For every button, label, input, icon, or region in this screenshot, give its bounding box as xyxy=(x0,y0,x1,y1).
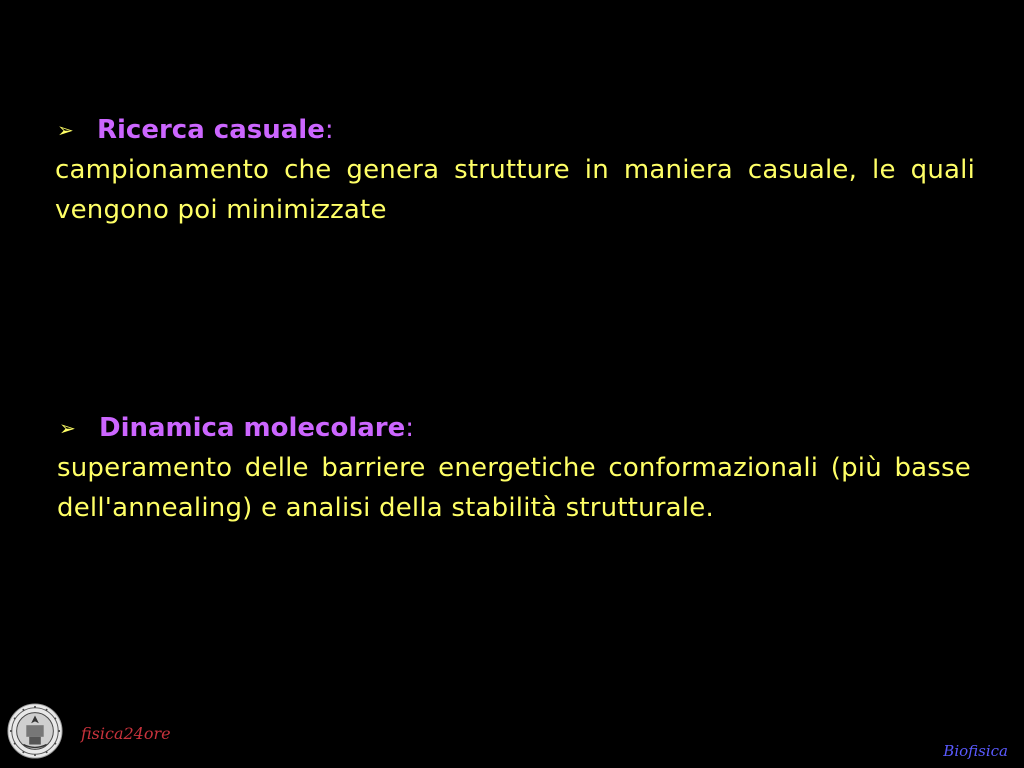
section-molecular-dynamics xyxy=(57,408,971,528)
heading-label: Ricerca casuale xyxy=(97,115,325,145)
section-body: superamento delle barriere energetiche conformazionali (più basse dell'annealing) e analisi della stabilità strutturale. xyxy=(57,453,971,523)
heading-colon: : xyxy=(405,413,415,443)
heading-colon: : xyxy=(324,115,334,145)
section-body: campionamento che genera strutture in maniera casuale, le quali vengono poi minimizzate xyxy=(55,155,975,225)
footer-course-name: Biofisica xyxy=(943,742,1008,760)
footer-site-name: fisica24ore xyxy=(81,724,171,743)
arrow-bullet-icon: ➢ xyxy=(57,118,74,142)
section-heading xyxy=(57,408,971,448)
arrow-bullet-icon: ➢ xyxy=(59,416,76,440)
heading-label: Dinamica molecolare xyxy=(99,413,406,443)
section-heading xyxy=(55,110,975,150)
section-random-search xyxy=(55,110,975,230)
university-seal-icon xyxy=(6,702,64,760)
